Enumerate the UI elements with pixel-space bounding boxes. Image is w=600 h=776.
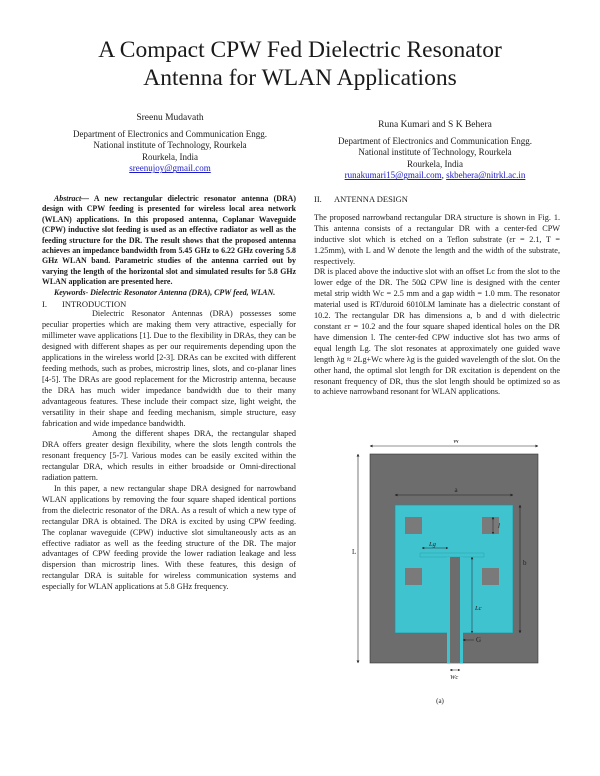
label-W: W: [452, 440, 460, 445]
label-a: a: [454, 486, 458, 494]
paper-title: [0, 36, 600, 92]
section-heading-introduction: [42, 299, 296, 310]
intro-paragraph-2: Among the different shapes DRA, the rectangular shaped DRA offers greater design flexibility, where the slots length controls the resonant frequency [5-7]. Various modes can be easily excited within the rectangular DRA, which results in either broadside or Omni-directional radiation pattern.: [42, 429, 296, 483]
author-2-location: Rourkela, India: [407, 158, 463, 169]
author-2-email-link-2[interactable]: skbehera@nitrkl.ac.in: [446, 170, 526, 181]
author-2-institute: National institute of Technology, Rourkela: [358, 147, 512, 158]
dr-hole-2: [482, 517, 499, 534]
label-Wc: Wc: [450, 674, 459, 680]
author-2-dept: Department of Electronics and Communication Engg.: [338, 135, 532, 146]
abstract: [42, 194, 296, 288]
left-column: [42, 194, 296, 593]
title-line-1: A Compact CPW Fed Dielectric Resonator: [98, 37, 502, 63]
cpw-center-strip: [450, 557, 460, 663]
design-paragraph-2: DR is placed above the inductive slot with an offset Lc from the slot to the lower edge of the DR. The 50Ω CPW line is designed with the center metal strip width Wc = 2.5 mm and a gap width = 1.0 mm. The resonator material used is RT/duroid 6010LM laminate has a dielectric constant of 10.2. The rectangular DR has dimensions a, b and d with dielectric constant εr = 10.2 and the four square shaped identical holes on the DR have dimension l. The center-fed CPW inductive slot has two arms of equal length Lg. The slot resonates at approximately one guided wave length λg ≈ 2Lg+Wc where λg is the guided wavelength of the slot. On the other hand, the optimal slot length for DR excitation is dependent on the resonant frequency of DR, thus the slot length should be optimized so as to achieve narrowband resonant for WLAN applications.: [314, 267, 560, 397]
title-line-2: Antenna for WLAN Applications: [143, 65, 457, 91]
keywords-body: Dielectric Resonator Antenna (DRA), CPW feed, WLAN.: [88, 287, 276, 297]
author-1-dept: Department of Electronics and Communication Engg.: [73, 128, 267, 139]
section-2-title: ANTENNA DESIGN: [334, 194, 408, 204]
author-1-institute: National institute of Technology, Rourkela: [93, 140, 247, 151]
author-1-email-link[interactable]: sreenujoy@gmail.com: [129, 163, 211, 174]
dr-hole-3: [405, 568, 422, 585]
label-l: l: [498, 522, 500, 530]
antenna-figure: [350, 440, 550, 680]
email-separator: ,: [441, 170, 447, 181]
section-1-title: INTRODUCTION: [62, 298, 127, 309]
cpw-slot-right: [460, 557, 463, 663]
dr-hole-1: [405, 517, 422, 534]
section-heading-antenna-design: [314, 194, 560, 205]
keywords: [42, 288, 296, 299]
design-paragraph-1: The proposed narrowband rectangular DRA structure is shown in Fig. 1. This antenna consists of a rectangular DR with a center-fed CPW inductive slot which is etched on a Teflon substrate (εr = 2.1, T = 1.25mm), with L and W denote the length and the width of the substrate, respectively.: [314, 212, 560, 266]
author-1-name: Sreenu Mudavath: [136, 113, 204, 123]
dr-hole-4: [482, 568, 499, 585]
abstract-body: A new rectangular dielectric resonator antenna (DRA) design with CPW feeding is presented for wireless local area network (WLAN) applications. In this proposed antenna, Coplanar Waveguide (CPW) inductive slot feeding is used as an effective radiator as well as the feeding structure for the DR. The result shows that the proposed antenna achieves an impedance bandwidth from 5.45 GHz to 6.22 GHz covering 5.8 GHz WLAN band. Parametric studies of the antenna carried out by varying the length of the horizontal slot and simulated results for 5.8 GHz WLAN application are presented here.: [42, 194, 296, 287]
right-column: [314, 194, 560, 398]
section-2-number: II.: [314, 194, 322, 204]
author-1-location: Rourkela, India: [142, 151, 198, 162]
abstract-lead: Abstract—: [54, 194, 90, 203]
slot-horizontal: [420, 553, 484, 557]
figure-caption: (a): [436, 697, 444, 705]
cpw-slot-left: [447, 557, 450, 663]
author-block-2: [315, 120, 555, 182]
section-1-number: I.: [42, 298, 47, 309]
label-Lc: Lc: [475, 605, 482, 612]
author-2-email-link-1[interactable]: runakumari15@gmail.com: [344, 170, 442, 181]
label-G: G: [476, 636, 482, 644]
author-2-name: Runa Kumari and S K Behera: [378, 120, 492, 130]
author-block-1: [55, 113, 285, 175]
intro-paragraph-1: Dielectric Resonator Antennas (DRA) possesses some peculiar properties which are making them very attractive, especially for millimeter wave applications [1]. Due to the flexibility in DRAs, they can be designed with different shapes as per our requirements depending upon the applications in the wireless world [2-3]. DRAs can be excited with different feeding methods, such as probes, microstrip lines, slots, and co-planar lines [4-5]. The DRAs are good replacement for the Microstrip antenna, because the DRA has much wider impedance bandwidth due to their many advantageous features. These include their compact size, light weight, the versatility in their shape and feeding mechanism, simple structure, easy fabrication and wide impedance bandwidth.: [42, 309, 296, 428]
label-b: b: [523, 559, 527, 567]
label-L: L: [352, 548, 357, 556]
label-Lg: Lg: [429, 541, 436, 548]
keywords-lead: Keywords-: [54, 287, 89, 297]
intro-paragraph-3: In this paper, a new rectangular shape DRA designed for narrowband WLAN applications by removing the four square shaped identical portions from the dielectric resonator of the DRA. As a result of which a new type of rectangular DRA is obtained. The DRA is excited by using CPW feeding. The coplanar waveguide (CPW) inductive slot simultaneously acts as an effective radiator as well as the feeding structure of the DR. The major advantages of CPW feeding provide the lower radiation leakage and less dispersion than microstrip lines. With these features, this design of rectangular DRA is suitable for wireless communication systems and especially for WLAN applications at 5.8 GHz frequency.: [42, 483, 296, 592]
